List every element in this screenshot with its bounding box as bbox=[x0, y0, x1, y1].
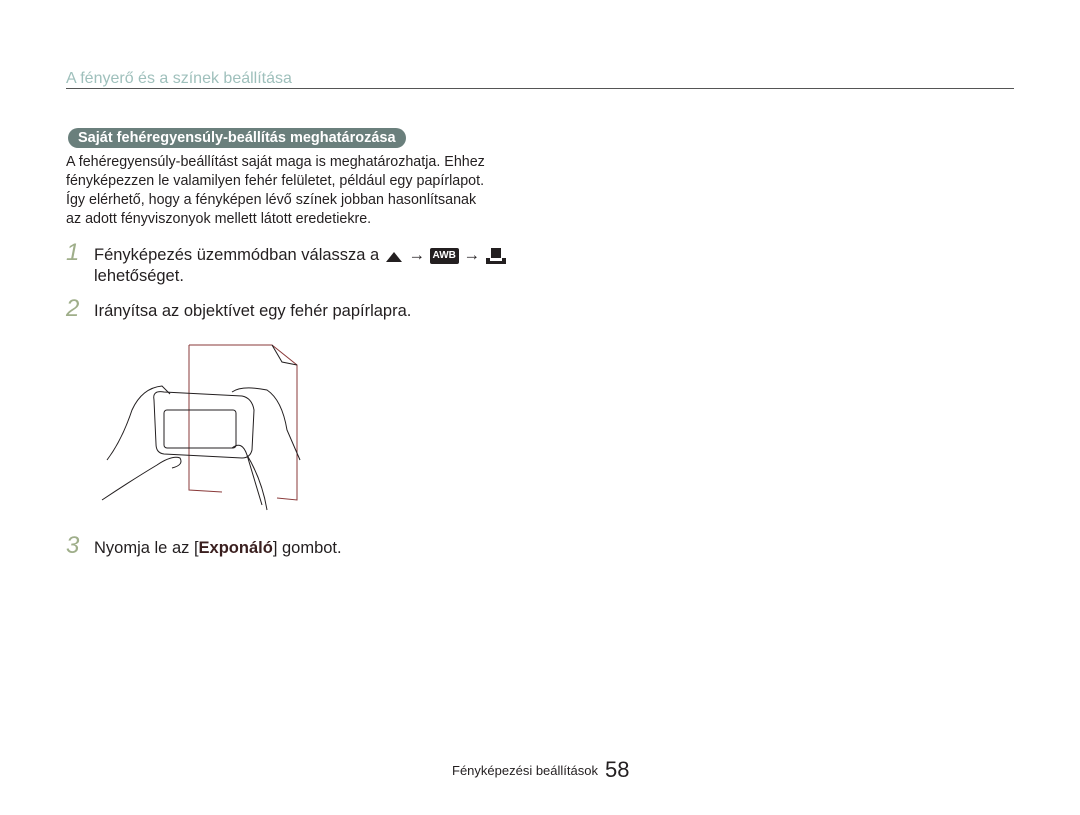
arrow: → bbox=[463, 246, 480, 264]
page-number: 58 bbox=[605, 757, 630, 782]
step-text: ] gombot. bbox=[272, 539, 342, 557]
subsection-heading: Saját fehéregyensúly-beállítás meghatározása bbox=[68, 128, 406, 148]
step-number: 2 bbox=[66, 295, 80, 322]
footer-label: Fényképezési beállítások bbox=[452, 763, 598, 778]
section-title: A fényerő és a színek beállítása bbox=[66, 70, 292, 87]
intro-line: Így elérhető, hogy a fényképen lévő színek jobban hasonlítsanak bbox=[66, 192, 477, 208]
shutter-button-label: Exponáló bbox=[198, 539, 273, 557]
up-triangle-icon bbox=[384, 249, 404, 263]
step-text: Fényképezés üzemmódban válassza a bbox=[94, 246, 380, 264]
step-number: 3 bbox=[66, 532, 80, 559]
header-divider bbox=[66, 88, 1014, 89]
step-text-line2: lehetőséget. bbox=[94, 267, 184, 285]
intro-line: A fehéregyensúly-beállítást saját maga is meghatározhatja. Ehhez bbox=[66, 154, 485, 170]
camera-white-paper-illustration bbox=[92, 340, 312, 515]
intro-line: fényképezzen le valamilyen fehér felületet, például egy papírlapot. bbox=[66, 173, 485, 189]
intro-paragraph bbox=[66, 153, 526, 229]
step-number: 1 bbox=[66, 239, 80, 266]
awb-icon: AWB bbox=[430, 248, 459, 264]
intro-line: az adott fényviszonyok mellett látott eredetiekre. bbox=[66, 211, 372, 227]
step-text: Nyomja le az [ bbox=[94, 539, 199, 557]
custom-white-balance-icon bbox=[485, 247, 507, 265]
step-text: Irányítsa az objektívet egy fehér papírlapra. bbox=[94, 302, 412, 320]
arrow: → bbox=[408, 246, 425, 264]
